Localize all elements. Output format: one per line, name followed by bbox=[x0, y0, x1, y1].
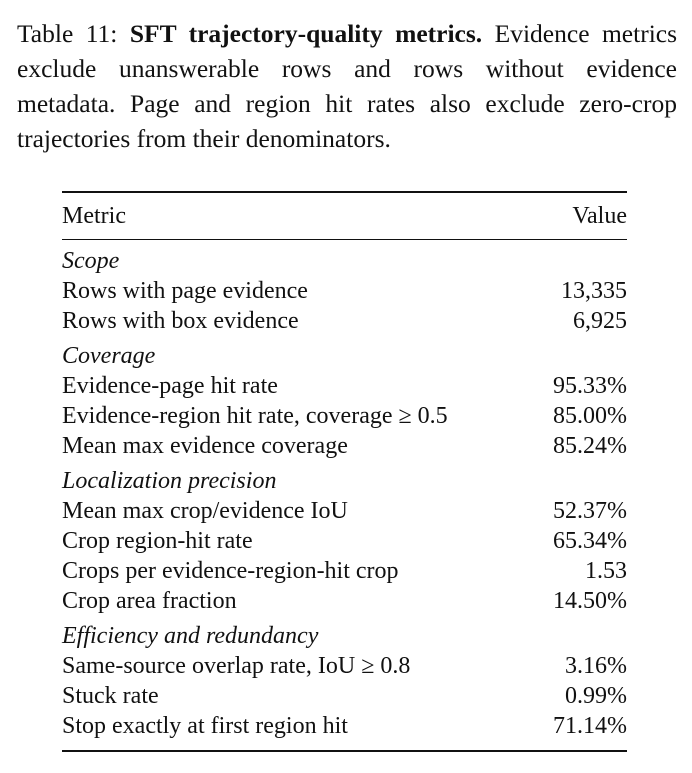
table-bottom-rule bbox=[62, 750, 627, 752]
table-header-row bbox=[62, 193, 627, 239]
metric-cell: Rows with page evidence bbox=[62, 278, 308, 304]
value-cell: 14.50% bbox=[553, 588, 627, 614]
caption-text: Evidence metrics exclude unanswerable rows and rows without evidence metadata. Page and region hit rates also exclude zero-crop trajectories from their denominators. bbox=[17, 19, 678, 153]
header-value: Value bbox=[572, 203, 627, 229]
table-row bbox=[62, 711, 627, 750]
value-cell: 65.34% bbox=[553, 528, 627, 554]
header-metric: Metric bbox=[62, 203, 126, 229]
group-name: Coverage bbox=[62, 343, 156, 369]
value-cell: 1.53 bbox=[585, 558, 627, 584]
value-cell: 3.16% bbox=[565, 653, 627, 679]
metrics-table-body bbox=[62, 240, 627, 750]
metric-cell: Crop region-hit rate bbox=[62, 528, 253, 554]
table-row bbox=[62, 496, 627, 526]
group-heading-localization-precision bbox=[62, 466, 627, 496]
metrics-table-container bbox=[62, 191, 627, 752]
metric-cell: Stuck rate bbox=[62, 683, 159, 709]
value-cell: 52.37% bbox=[553, 498, 627, 524]
group-name: Localization precision bbox=[62, 468, 277, 494]
table-row bbox=[62, 556, 627, 586]
metric-cell: Evidence-page hit rate bbox=[62, 373, 278, 399]
value-cell: 13,335 bbox=[561, 278, 627, 304]
metric-cell: Same-source overlap rate, IoU ≥ 0.8 bbox=[62, 653, 411, 679]
metric-cell: Crops per evidence-region-hit crop bbox=[62, 558, 399, 584]
value-cell: 0.99% bbox=[565, 683, 627, 709]
value-cell: 85.24% bbox=[553, 433, 627, 459]
table-row bbox=[62, 371, 627, 401]
table-row bbox=[62, 401, 627, 431]
table-row bbox=[62, 586, 627, 621]
table-row bbox=[62, 306, 627, 341]
metrics-table bbox=[62, 193, 627, 239]
value-cell: 95.33% bbox=[553, 373, 627, 399]
group-heading-coverage bbox=[62, 341, 627, 371]
metric-cell: Stop exactly at first region hit bbox=[62, 713, 348, 739]
group-heading-scope bbox=[62, 240, 627, 276]
table-row bbox=[62, 526, 627, 556]
table-row bbox=[62, 276, 627, 306]
caption-title: SFT trajectory-quality metrics. bbox=[129, 19, 483, 48]
group-name: Efficiency and redundancy bbox=[62, 623, 319, 649]
value-cell: 71.14% bbox=[553, 713, 627, 739]
table-row bbox=[62, 681, 627, 711]
group-heading-efficiency-and-redundancy bbox=[62, 621, 627, 651]
caption-label: Table 11: bbox=[17, 19, 118, 48]
metric-cell: Evidence-region hit rate, coverage ≥ 0.5 bbox=[62, 403, 448, 429]
group-name: Scope bbox=[62, 248, 120, 274]
metric-cell: Mean max crop/evidence IoU bbox=[62, 498, 348, 524]
value-cell: 85.00% bbox=[553, 403, 627, 429]
value-cell: 6,925 bbox=[573, 308, 627, 334]
metric-cell: Crop area fraction bbox=[62, 588, 237, 614]
metric-cell: Rows with box evidence bbox=[62, 308, 299, 334]
table-caption bbox=[17, 16, 677, 156]
table-row bbox=[62, 651, 627, 681]
table-row bbox=[62, 431, 627, 466]
metric-cell: Mean max evidence coverage bbox=[62, 433, 348, 459]
